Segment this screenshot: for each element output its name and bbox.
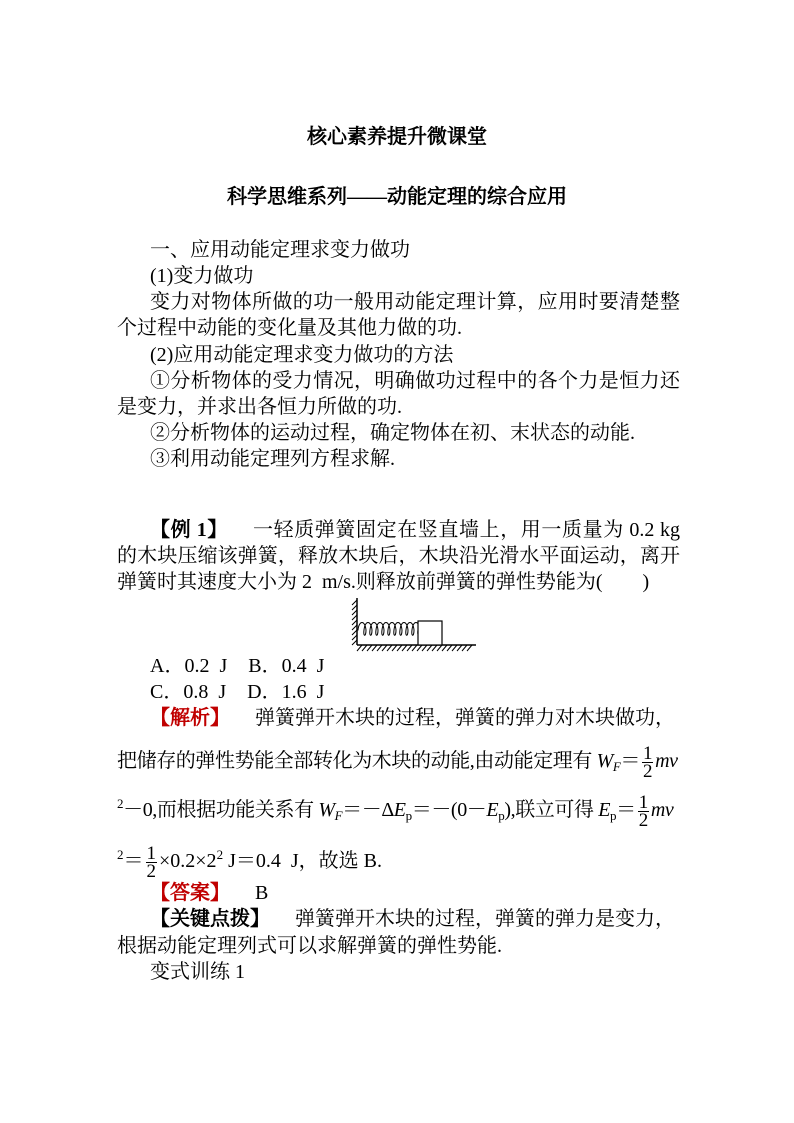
step-item: ②分析物体的运动过程，确定物体在初、末状态的动能. — [150, 422, 635, 444]
analysis-line — [117, 743, 678, 782]
option-a: A．0.2 J — [150, 655, 228, 677]
subscript-f: F — [334, 808, 343, 823]
analysis-text: ×0.2×2 — [159, 850, 217, 872]
answer-value: B — [255, 882, 269, 904]
answer-line — [150, 880, 268, 906]
symbol-mv: mv — [655, 750, 678, 773]
fraction-one-half — [146, 842, 158, 882]
analysis-label: 【解析】 — [150, 707, 230, 729]
step-item-continued: 是变力，并求出各恒力所做的功. — [117, 396, 402, 418]
example-question-line — [150, 517, 680, 543]
analysis-text: ＝－(0－ — [411, 799, 487, 821]
option-d: D．1.6 J — [247, 681, 325, 703]
page-subtitle: 科学思维系列——动能定理的综合应用 — [227, 186, 567, 208]
analysis-text: ),联立可得 — [504, 799, 599, 821]
example-question-line: 弹簧时其速度大小为 2 m/s.则释放前弹簧的弹性势能为( ) — [117, 571, 650, 593]
superscript: 2 — [117, 796, 124, 811]
paragraph-line: 个过程中动能的变化量及其他力做的功. — [117, 317, 462, 339]
subscript-f: F — [612, 759, 621, 775]
superscript: 2 — [117, 847, 124, 862]
subsection-title: (1)变力做功 — [150, 265, 254, 287]
analysis-text: 弹簧弹开木块的过程，弹簧的弹力对木块做功， — [255, 707, 675, 729]
analysis-text: 把储存的弹性势能全部转化为木块的动能,由动能定理有 — [117, 750, 597, 773]
block — [418, 621, 442, 645]
spring-block-figure — [345, 592, 485, 654]
floor-hatching — [357, 645, 472, 651]
variant-training-heading: 变式训练 1 — [150, 961, 245, 983]
example-label: 【例 1】 — [150, 519, 228, 541]
page-title: 核心素养提升微课堂 — [307, 126, 487, 148]
symbol-w: W — [318, 799, 335, 821]
symbol-w: W — [596, 750, 613, 773]
fraction-denominator: 2 — [638, 809, 648, 831]
analysis-text: ＝－Δ — [342, 799, 394, 821]
fraction-one-half — [642, 745, 653, 780]
equals-sign: ＝ — [620, 750, 641, 773]
fraction-denominator: 2 — [643, 761, 653, 782]
fraction-numerator: 1 — [643, 743, 653, 764]
option-c: C．0.8 J — [150, 681, 227, 703]
analysis-line — [150, 705, 675, 731]
subsection-title: (2)应用动能定理求变力做功的方法 — [150, 344, 454, 366]
step-item: ①分析物体的受力情况，明确做功过程中的各个力是恒力还 — [150, 370, 680, 392]
equals-sign: ＝ — [616, 799, 636, 821]
fraction-numerator: 1 — [146, 842, 156, 864]
answer-label: 【答案】 — [150, 882, 230, 904]
equals-sign: ＝ — [123, 850, 144, 872]
superscript: 2 — [216, 847, 224, 862]
question-text: 一轻质弹簧固定在竖直墙上，用一质量为 0.2 kg — [253, 519, 680, 541]
symbol-e: E — [486, 799, 499, 821]
subscript-p: p — [498, 808, 505, 823]
key-point-text: 弹簧弹开木块的过程，弹簧的弹力是变力， — [295, 908, 675, 930]
analysis-text: －0,而根据功能关系有 — [123, 799, 319, 821]
option-b: B．0.4 J — [248, 655, 325, 677]
spring — [357, 623, 420, 636]
symbol-e: E — [393, 799, 406, 821]
analysis-line — [117, 791, 674, 831]
symbol-e: E — [598, 799, 611, 821]
example-question-line: 的木块压缩该弹簧，释放木块后，木块沿光滑水平面运动，离开 — [117, 545, 680, 567]
paragraph-line: 变力对物体所做的功一般用动能定理计算，应用时要清楚整 — [150, 291, 680, 313]
fraction-one-half — [638, 791, 649, 831]
symbol-mv: mv — [650, 799, 674, 821]
option-row — [150, 653, 324, 679]
key-point-line — [150, 906, 675, 932]
step-item: ③利用动能定理列方程求解. — [150, 448, 395, 470]
fraction-denominator: 2 — [146, 860, 156, 882]
key-point-label: 【关键点拨】 — [150, 908, 270, 930]
fraction-numerator: 1 — [638, 791, 648, 813]
analysis-line — [117, 842, 382, 882]
analysis-text: J＝0.4 J，故选 B. — [223, 850, 382, 872]
section-heading: 一、应用动能定理求变力做功 — [150, 239, 410, 261]
subscript-p: p — [610, 808, 617, 823]
option-row — [150, 679, 324, 705]
key-point-line: 根据动能定理列式可以求解弹簧的弹性势能. — [117, 935, 502, 957]
subscript-p: p — [405, 808, 412, 823]
